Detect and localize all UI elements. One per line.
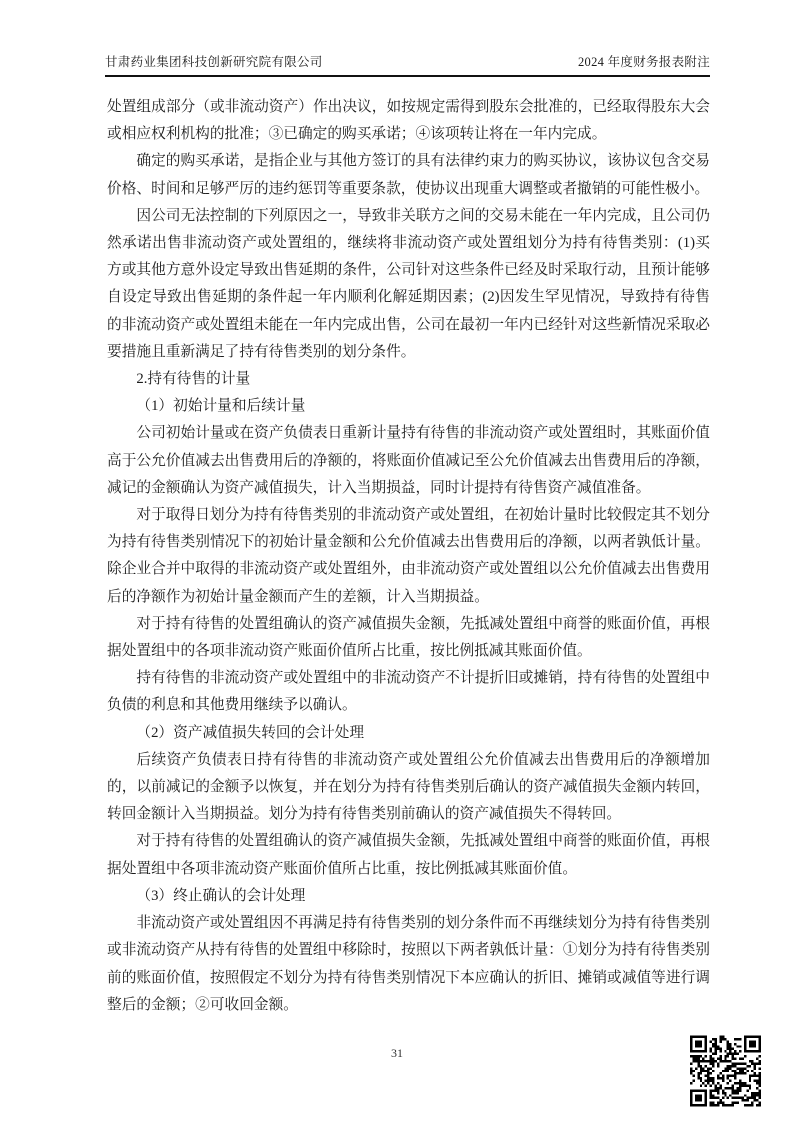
paragraph: 对于取得日划分为持有待售类别的非流动资产或处置组，在初始计量时比较假定其不划分为持有待售类别情况下的初始计量金额和公允价值减去出售费用后的净额，以两者孰低计量。除企业合并中取得的非流动资产或处置组外，由非流动资产或处置组以公允价值减去出售费用后的净额作为初始计量金额而产生的差额，计入当期损益。	[107, 507, 710, 605]
paragraph: 因公司无法控制的下列原因之一，导致非关联方之间的交易未能在一年内完成，且公司仍然承诺出售非流动资产或处置组的，继续将非流动资产或处置组划分为持有待售类别：(1)买方或其他方意外设定导致出售延期的条件，公司针对这些条件已经及时采取行动，且预计能够自设定导致出售延期的条件起一年内顺利化解延期因素；(2)因发生罕见情况，导致持有待售的非流动资产或处置组未能在一年内完成出售，公司在最初一年内已经针对这些新情况采取必要措施且重新满足了持有待售类别的划分条件。	[107, 207, 710, 360]
paragraph: 对于持有待售的处置组确认的资产减值损失金额，先抵减处置组中商誉的账面价值，再根据处置组中的各项非流动资产账面价值所占比重，按比例抵减其账面价值。	[107, 615, 710, 660]
paragraph: 确定的购买承诺，是指企业与其他方签订的具有法律约束力的购买协议，该协议包含交易价格、时间和足够严厉的违约惩罚等重要条款，使协议出现重大调整或者撤销的可能性极小。	[107, 153, 710, 197]
paragraph: 处置组成部分（或非流动资产）作出决议，如按规定需得到股东会批准的，已经取得股东大会或相应权利机构的批准；③已确定的购买承诺；④该项转让将在一年内完成。	[107, 99, 710, 143]
qr-code	[690, 1035, 761, 1107]
sub-heading: （3）终止确认的会计处理	[136, 887, 306, 904]
sub-heading: （1）初始计量和后续计量	[136, 398, 306, 415]
page-header	[105, 52, 710, 77]
paragraph: 对于持有待售的处置组确认的资产减值损失金额，先抵减处置组中商誉的账面价值，再根据处置组中各项非流动资产账面价值所占比重，按比例抵减其账面价值。	[107, 833, 710, 877]
paragraph: 后续资产负债表日持有待售的非流动资产或处置组公允价值减去出售费用后的净额增加的，以前减记的金额予以恢复，并在划分为持有待售类别后确认的资产减值损失金额内转回，转回金额计入当期损益。划分为持有待售类别前确认的资产减值损失不得转回。	[107, 751, 710, 823]
paragraph: 非流动资产或处置组因不再满足持有待售类别的划分条件而不再继续划分为持有待售类别或非流动资产从持有待售的处置组中移除时，按照以下两者孰低计量：①划分为持有待售类别前的账面价值，按照假定不划分为持有待售类别情况下本应确认的折旧、摊销或减值等进行调整后的金额；②可收回金额。	[107, 915, 710, 1013]
paragraph: 持有待售的非流动资产或处置组中的非流动资产不计提折旧或摊销，持有待售的处置组中负债的利息和其他费用继续予以确认。	[107, 670, 710, 714]
company-name: 甘肃药业集团科技创新研究院有限公司	[105, 55, 323, 69]
section-heading: 2.持有待售的计量	[136, 371, 251, 388]
qr-code-icon	[690, 1035, 761, 1107]
report-title: 2024 年度财务报表附注	[577, 55, 710, 69]
paragraph: 公司初始计量或在资产负债表日重新计量持有待售的非流动资产或处置组时，其账面价值高于公允价值减去出售费用后的净额的，将账面价值减记至公允价值减去出售费用后的净额，减记的金额确认为资产减值损失，计入当期损益，同时计提持有待售资产减值准备。	[107, 425, 710, 496]
sub-heading: （2）资产减值损失转回的会计处理	[136, 724, 365, 741]
page-number: 31	[391, 1046, 403, 1060]
document-body	[107, 94, 710, 1019]
